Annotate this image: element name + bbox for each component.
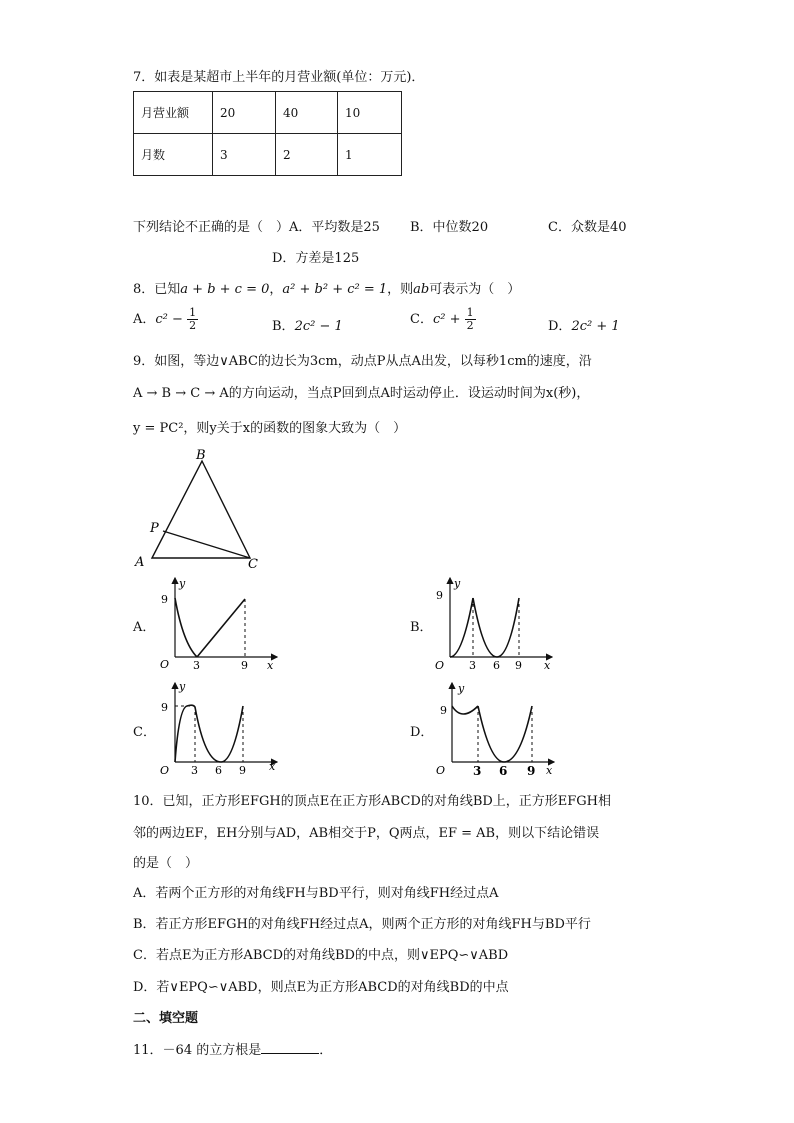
fraction [465, 307, 476, 332]
answer-blank[interactable] [261, 1041, 319, 1054]
vertex-label-c: C [248, 557, 258, 572]
fraction-denominator: 2 [189, 319, 197, 332]
table-cell: 20 [213, 92, 276, 134]
q8-eq1: a + b + c = 0 [180, 282, 270, 297]
vertex-label-b: B [196, 448, 206, 463]
q11 [133, 1039, 332, 1058]
q11-suffix: ． [319, 1043, 333, 1058]
tick-label-9: 9 [440, 704, 447, 717]
table-cell: 10 [338, 92, 402, 134]
axis-label-x: x [267, 659, 274, 672]
tick-label-9: 9 [239, 764, 246, 777]
tick-label-3: 3 [473, 764, 482, 778]
q7-option-c: C．众数是40 [548, 220, 627, 235]
axis-label-y: y [458, 682, 465, 695]
axis-label-x: x [546, 764, 553, 777]
tick-label-6: 6 [493, 659, 500, 672]
q10-option-a: A．若两个正方形的对角线FH与BD平行，则对角线FH经过点A [133, 886, 499, 901]
option-expr: 2c² + 1 [571, 319, 620, 334]
table-cell: 40 [276, 92, 338, 134]
q10-option-b: B．若正方形EFGH的对角线FH经过点A，则两个正方形的对角线FH与BD平行 [133, 917, 591, 932]
graph-option-d [428, 678, 558, 778]
axis-label-x: x [544, 659, 551, 672]
q9-option-b-label: B． [410, 620, 433, 635]
fraction-numerator: 1 [466, 306, 474, 319]
axis-label-x: x [269, 760, 276, 773]
q10-option-d: D．若∨EPQ∽∨ABD，则点E为正方形ABCD的对角线BD的中点 [133, 980, 509, 995]
option-expr: 2c² − 1 [294, 319, 343, 334]
q8-sep: ， [269, 282, 283, 297]
fraction-numerator: 1 [189, 306, 197, 319]
q8-suffix1: ，则 [387, 282, 414, 297]
table-row [134, 134, 402, 176]
q8-eq2: a² + b² + c² = 1 [282, 282, 388, 297]
triangle-figure [130, 445, 270, 575]
tick-label-3: 3 [191, 764, 198, 777]
axis-label-y: y [179, 680, 186, 693]
q7-option-b: B．中位数20 [410, 220, 489, 235]
q9-line2: A → B → C → A的方向运动，当点P回到点A时运动停止．设运动时间为x(秒)， [133, 386, 590, 401]
origin-label: O [435, 659, 445, 672]
q10-option-c: C．若点E为正方形ABCD的对角线BD的中点，则∨EPQ∽∨ABD [133, 948, 509, 963]
q9-line3: y = PC²，则y关于x的函数的图象大致为（ ） [133, 421, 407, 436]
table-cell: 月数 [134, 134, 213, 176]
graph-option-a [155, 573, 285, 673]
fraction-denominator: 2 [466, 319, 474, 332]
q10-line2: 邻的两边EF，EH分别与AD，AB相交于P，Q两点，EF = AB，则以下结论错误 [133, 826, 600, 841]
q8-stem [133, 278, 520, 297]
q10-line3: 的是（ ） [133, 856, 199, 871]
tick-label-3: 3 [469, 659, 476, 672]
vertex-label-a: A [135, 555, 145, 570]
q8-option-c [410, 307, 476, 332]
q8-ab: ab [413, 282, 430, 297]
q11-prefix: 11．－64 的立方根是 [133, 1043, 262, 1058]
tick-label-3: 3 [193, 659, 200, 672]
origin-label: O [436, 764, 446, 777]
tick-label-9: 9 [527, 764, 536, 778]
tick-label-9: 9 [161, 701, 168, 714]
tick-label-9: 9 [436, 589, 443, 602]
tick-label-6: 6 [499, 764, 508, 778]
q7-option-d: D．方差是125 [272, 251, 360, 266]
option-label: B． [272, 319, 295, 334]
q9-option-d-label: D． [410, 725, 434, 740]
q7-table [133, 91, 402, 176]
table-cell: 1 [338, 134, 402, 176]
axis-label-y: y [454, 577, 461, 590]
option-label: A． [133, 312, 156, 327]
q9-option-c-label: C． [133, 725, 156, 740]
option-expr: c² + [432, 312, 461, 327]
table-cell: 月营业额 [134, 92, 213, 134]
graph-option-c [155, 678, 285, 778]
table-cell: 3 [213, 134, 276, 176]
fraction [187, 307, 198, 332]
option-label: D． [548, 319, 572, 334]
graph-option-b [430, 573, 560, 673]
option-label: C． [410, 312, 433, 327]
table-row [134, 92, 402, 134]
q8-option-a [133, 307, 198, 332]
axis-label-y: y [179, 577, 186, 590]
option-expr: c² − [155, 312, 183, 327]
tick-label-9: 9 [241, 659, 248, 672]
q8-prefix: 8．已知 [133, 282, 181, 297]
point-label-p: P [150, 521, 159, 536]
tick-label-6: 6 [215, 764, 222, 777]
q8-option-b [272, 315, 343, 334]
q7-stem: 7．如表是某超市上半年的月营业额(单位：万元)． [133, 70, 425, 85]
origin-label: O [160, 764, 170, 777]
table-cell: 2 [276, 134, 338, 176]
section-title: 二、填空题 [133, 1011, 199, 1026]
q7-question: 下列结论不正确的是（ ）A．平均数是25 [133, 220, 380, 235]
q9-option-a-label: A． [133, 620, 156, 635]
origin-label: O [160, 658, 170, 671]
q9-line1: 9．如图，等边∨ABC的边长为3cm，动点P从点A出发，以每秒1cm的速度，沿 [133, 354, 592, 369]
tick-label-9: 9 [161, 593, 168, 606]
q8-option-d [548, 315, 620, 334]
q10-line1: 10．已知，正方形EFGH的顶点E在正方形ABCD的对角线BD上，正方形EFGH相 [133, 794, 612, 809]
tick-label-9: 9 [515, 659, 522, 672]
q8-suffix2: 可表示为（ ） [429, 282, 521, 297]
